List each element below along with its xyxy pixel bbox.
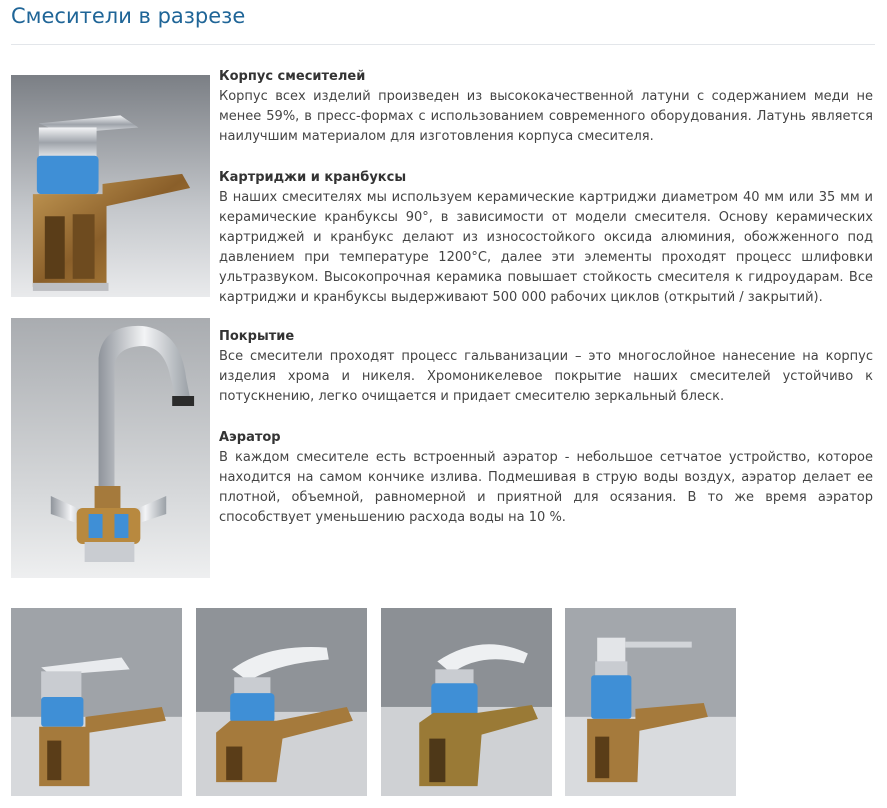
faucet-thumbnail-3[interactable] — [381, 608, 552, 796]
faucet-thumbnail-4[interactable] — [565, 608, 736, 796]
title-divider — [11, 44, 875, 45]
page-title: Смесители в разрезе — [11, 4, 246, 28]
two-handle-faucet-cutaway-photo — [11, 318, 210, 578]
section-text: В каждом смесителе есть встроенный аэратор - небольшое сетчатое устройство, которое находится на самом кончике излива. Подмешивая в струю воды воздух, аэратор делает ее плотной, объемной, равномерной и приятной для осязания. В то же время аэратор способствует уменьшению расхода воды на 10 %. — [219, 450, 873, 525]
section-heading: Покрытие — [219, 329, 295, 344]
section-text: Корпус всех изделий произведен из высококачественной латуни с содержанием меди не менее 59%, в пресс-формах с использованием современного оборудования. Латунь является наилучшим материалом для изготовления корпуса смесителя. — [219, 89, 873, 144]
section-heading: Картриджи и кранбуксы — [219, 170, 407, 185]
section-text: Все смесители проходят процесс гальванизации – это многослойное нанесение на корпус изделия хрома и никеля. Хромоникелевое покрытие наших смесителей устойчиво к потускнению, легко очищается и придает смесителю зеркальный блеск. — [219, 349, 873, 404]
section-cartridges — [219, 168, 873, 308]
faucet-cutaway-photo — [11, 75, 210, 297]
section-text: В наших смесителях мы используем керамические картриджи диаметром 40 мм или 35 мм и керамические кранбуксы 90°, в зависимости от модели смесителя. Основу керамических картриджей и кранбукс делают из износостойкого оксида алюминия, обожженного под давлением при температуре 1200°C, далее эти элементы проходят процесс шлифовки ультразвуком. Высокопрочная керамика повышает стойкость смесителя к гидроударам. Все картриджи и кранбуксы выдерживают 500 000 рабочих циклов (открытий / закрытий). — [219, 190, 873, 305]
section-heading: Корпус смесителей — [219, 69, 366, 84]
section-coating — [219, 327, 873, 407]
section-body — [219, 67, 873, 147]
section-heading: Аэратор — [219, 430, 281, 445]
faucet-thumbnail-2[interactable] — [196, 608, 367, 796]
section-aerator — [219, 428, 873, 528]
faucet-thumbnail-1[interactable] — [11, 608, 182, 796]
